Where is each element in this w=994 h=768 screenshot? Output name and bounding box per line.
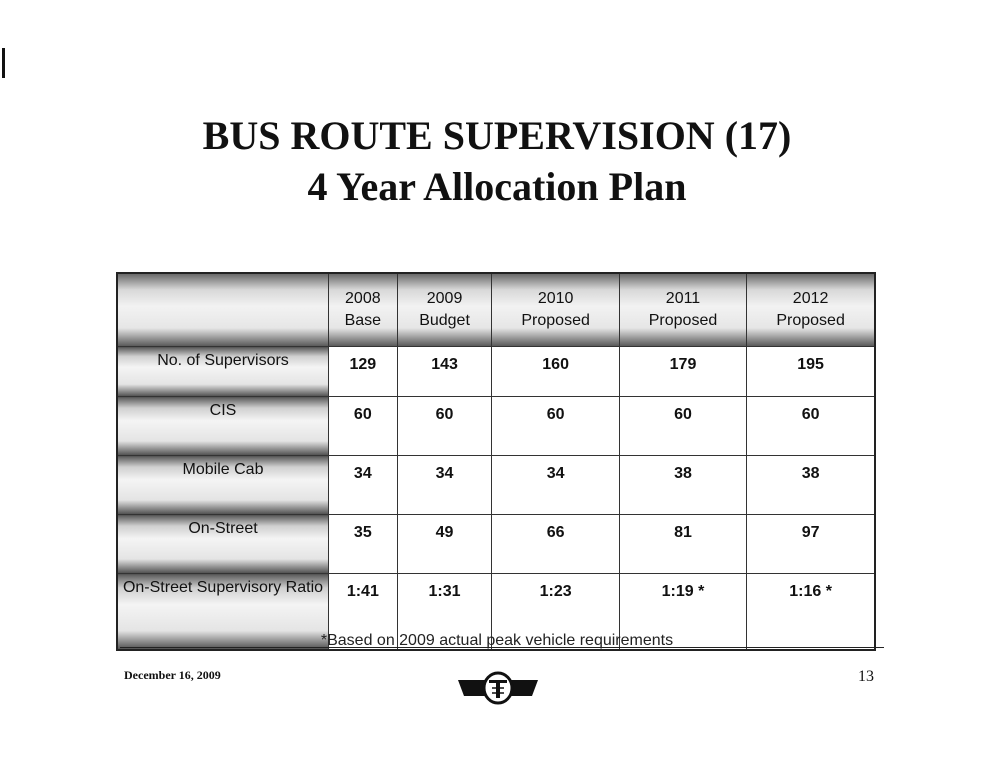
row-label: On-Street Supervisory Ratio	[117, 574, 329, 651]
column-year: 2012	[792, 290, 829, 307]
table-row	[117, 515, 875, 574]
column-label: Budget	[419, 312, 470, 329]
column-label: Base	[344, 312, 382, 329]
table-cell: 1:19 *	[619, 574, 746, 651]
table-cell: 60	[329, 397, 398, 456]
row-label: Mobile Cab	[117, 456, 329, 515]
table-cell: 160	[492, 347, 619, 397]
column-header	[329, 273, 398, 347]
table-cell: 38	[747, 456, 875, 515]
page-title: BUS ROUTE SUPERVISION (17)	[202, 113, 792, 158]
row-label: No. of Supervisors	[117, 347, 329, 397]
ttc-logo-icon	[456, 666, 540, 706]
table-cell: 34	[329, 456, 398, 515]
page-number: 13	[858, 668, 874, 685]
column-header	[492, 273, 619, 347]
table-cell: 34	[492, 456, 619, 515]
table-cell: 38	[619, 456, 746, 515]
table-cell: 60	[492, 397, 619, 456]
column-year: 2009	[426, 290, 463, 307]
column-header	[747, 273, 875, 347]
table-cell: 81	[619, 515, 746, 574]
table-cell: 129	[329, 347, 398, 397]
column-label: Proposed	[776, 312, 845, 329]
table-cell: 1:41	[329, 574, 398, 651]
table-cell: 143	[397, 347, 492, 397]
table-cell: 60	[747, 397, 875, 456]
footer-date: December 16, 2009	[124, 668, 221, 682]
allocation-table	[116, 272, 876, 651]
page-subtitle: 4 Year Allocation Plan	[307, 164, 687, 209]
scan-edge-mark	[2, 48, 5, 78]
column-label: Proposed	[521, 312, 590, 329]
table-cell: 35	[329, 515, 398, 574]
table-header-row	[117, 273, 875, 347]
table-cell: 60	[397, 397, 492, 456]
column-label: Proposed	[648, 312, 718, 329]
table-corner-cell	[117, 273, 329, 347]
table-row	[117, 456, 875, 515]
table-cell: 195	[747, 347, 875, 397]
table-cell: 1:23	[492, 574, 619, 651]
row-label: CIS	[117, 397, 329, 456]
column-year: 2010	[537, 290, 574, 307]
table-cell: 1:31	[397, 574, 492, 651]
table-cell: 97	[747, 515, 875, 574]
column-header	[619, 273, 746, 347]
table-cell: 60	[619, 397, 746, 456]
table-row	[117, 397, 875, 456]
table-cell: 179	[619, 347, 746, 397]
table-cell: 49	[397, 515, 492, 574]
column-year: 2011	[665, 290, 701, 307]
table-cell: 66	[492, 515, 619, 574]
footnote-divider	[120, 647, 884, 648]
table-cell: 34	[397, 456, 492, 515]
footnote: *Based on 2009 actual peak vehicle requirements	[320, 632, 674, 649]
table-row	[117, 347, 875, 397]
table-cell: 1:16 *	[747, 574, 875, 651]
column-year: 2008	[345, 290, 381, 307]
row-label: On-Street	[117, 515, 329, 574]
column-header	[397, 273, 492, 347]
